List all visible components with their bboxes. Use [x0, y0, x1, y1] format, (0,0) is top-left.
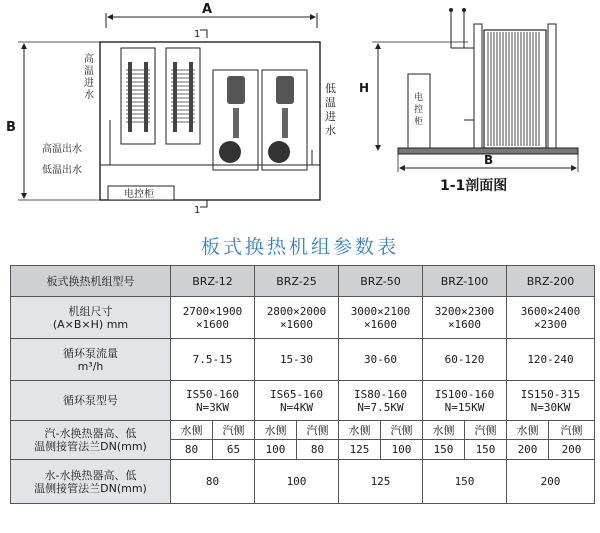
steam-side-label: 汽侧: [465, 421, 507, 440]
dim-label-a: A: [202, 2, 213, 17]
dim-label-section-b: B: [484, 153, 494, 167]
header-model: BRZ-100: [423, 266, 507, 297]
flow-cell: 7.5-15: [171, 339, 255, 381]
label-hot-in: 高温 进水: [84, 54, 94, 101]
pump-cell: IS100-160 N=15KW: [423, 381, 507, 421]
steam-side-label: 汽侧: [381, 421, 423, 440]
dim-label-b: B: [6, 120, 16, 135]
label-section-cabinet: 电控柜: [414, 93, 424, 127]
water-side-label: 水侧: [507, 421, 549, 440]
steam-side-label: 汽侧: [213, 421, 255, 440]
size-cell: 2800×2000 ×1600: [255, 297, 339, 339]
dn-cell: 65: [213, 440, 255, 460]
header-label: 板式换热机组型号: [11, 266, 171, 297]
table-row-pump: [11, 381, 595, 421]
dn-cell: 200: [507, 440, 549, 460]
dn-cell: 200: [549, 440, 595, 460]
size-cell: 3000×2100 ×1600: [339, 297, 423, 339]
flow-cell: 30-60: [339, 339, 423, 381]
pump-cell: IS50-160 N=3KW: [171, 381, 255, 421]
size-cell: 2700×1900 ×1600: [171, 297, 255, 339]
section-mark-bottom: 1: [194, 205, 201, 216]
dim-label-h: H: [359, 81, 370, 95]
steam-side-label: 汽侧: [549, 421, 595, 440]
dn-cell: 150: [423, 440, 465, 460]
table-header-row: [11, 266, 595, 297]
steam-side-label: 汽侧: [297, 421, 339, 440]
size-cell: 3600×2400 ×2300: [507, 297, 595, 339]
pump-cell: IS80-160 N=7.5KW: [339, 381, 423, 421]
dn-cell: 80: [171, 440, 213, 460]
table-row-flow: [11, 339, 595, 381]
row-label-flow: 循环泵流量 m³/h: [11, 339, 171, 381]
dn-cell: 80: [171, 460, 255, 504]
dn-cell: 150: [465, 440, 507, 460]
header-model: BRZ-200: [507, 266, 595, 297]
table-row-steam-water-sides: [11, 421, 595, 440]
dn-cell: 100: [255, 440, 297, 460]
header-model: BRZ-50: [339, 266, 423, 297]
label-hot-out: 高温出水: [42, 144, 82, 155]
label-cold-in: 低温 进水: [325, 82, 336, 137]
label-control-cabinet: 电控柜: [124, 189, 154, 200]
dn-cell: 100: [381, 440, 423, 460]
size-cell: 3200×2300 ×1600: [423, 297, 507, 339]
water-side-label: 水侧: [339, 421, 381, 440]
section-view-diagram: [348, 0, 598, 225]
table-row-size: [11, 297, 595, 339]
water-side-label: 水侧: [423, 421, 465, 440]
spec-table: [10, 265, 595, 504]
dn-cell: 150: [423, 460, 507, 504]
section-caption: 1-1剖面图: [440, 178, 508, 194]
row-label-water-water: 水-水换热器高、低 温侧接管法兰DN(mm): [11, 460, 171, 504]
water-side-label: 水侧: [171, 421, 213, 440]
row-label-pump: 循环泵型号: [11, 381, 171, 421]
dn-cell: 80: [297, 440, 339, 460]
pump-cell: IS150-315 N=30KW: [507, 381, 595, 421]
flow-cell: 120-240: [507, 339, 595, 381]
table-title: 板式换热机组参数表: [200, 236, 399, 258]
dn-cell: 100: [255, 460, 339, 504]
plan-view-diagram: [0, 0, 336, 225]
water-side-label: 水侧: [255, 421, 297, 440]
section-mark-top: 1: [194, 29, 201, 40]
row-label-steam-water: 汽-水换热器高、低 温侧接管法兰DN(mm): [11, 421, 171, 460]
header-model: BRZ-12: [171, 266, 255, 297]
row-label-size: 机组尺寸 (A×B×H) mm: [11, 297, 171, 339]
dn-cell: 200: [507, 460, 595, 504]
pump-cell: IS65-160 N=4KW: [255, 381, 339, 421]
flow-cell: 15-30: [255, 339, 339, 381]
flow-cell: 60-120: [423, 339, 507, 381]
dn-cell: 125: [339, 440, 381, 460]
table-row-water-water: [11, 460, 595, 504]
dn-cell: 125: [339, 460, 423, 504]
label-cold-out: 低温出水: [42, 165, 82, 176]
header-model: BRZ-25: [255, 266, 339, 297]
